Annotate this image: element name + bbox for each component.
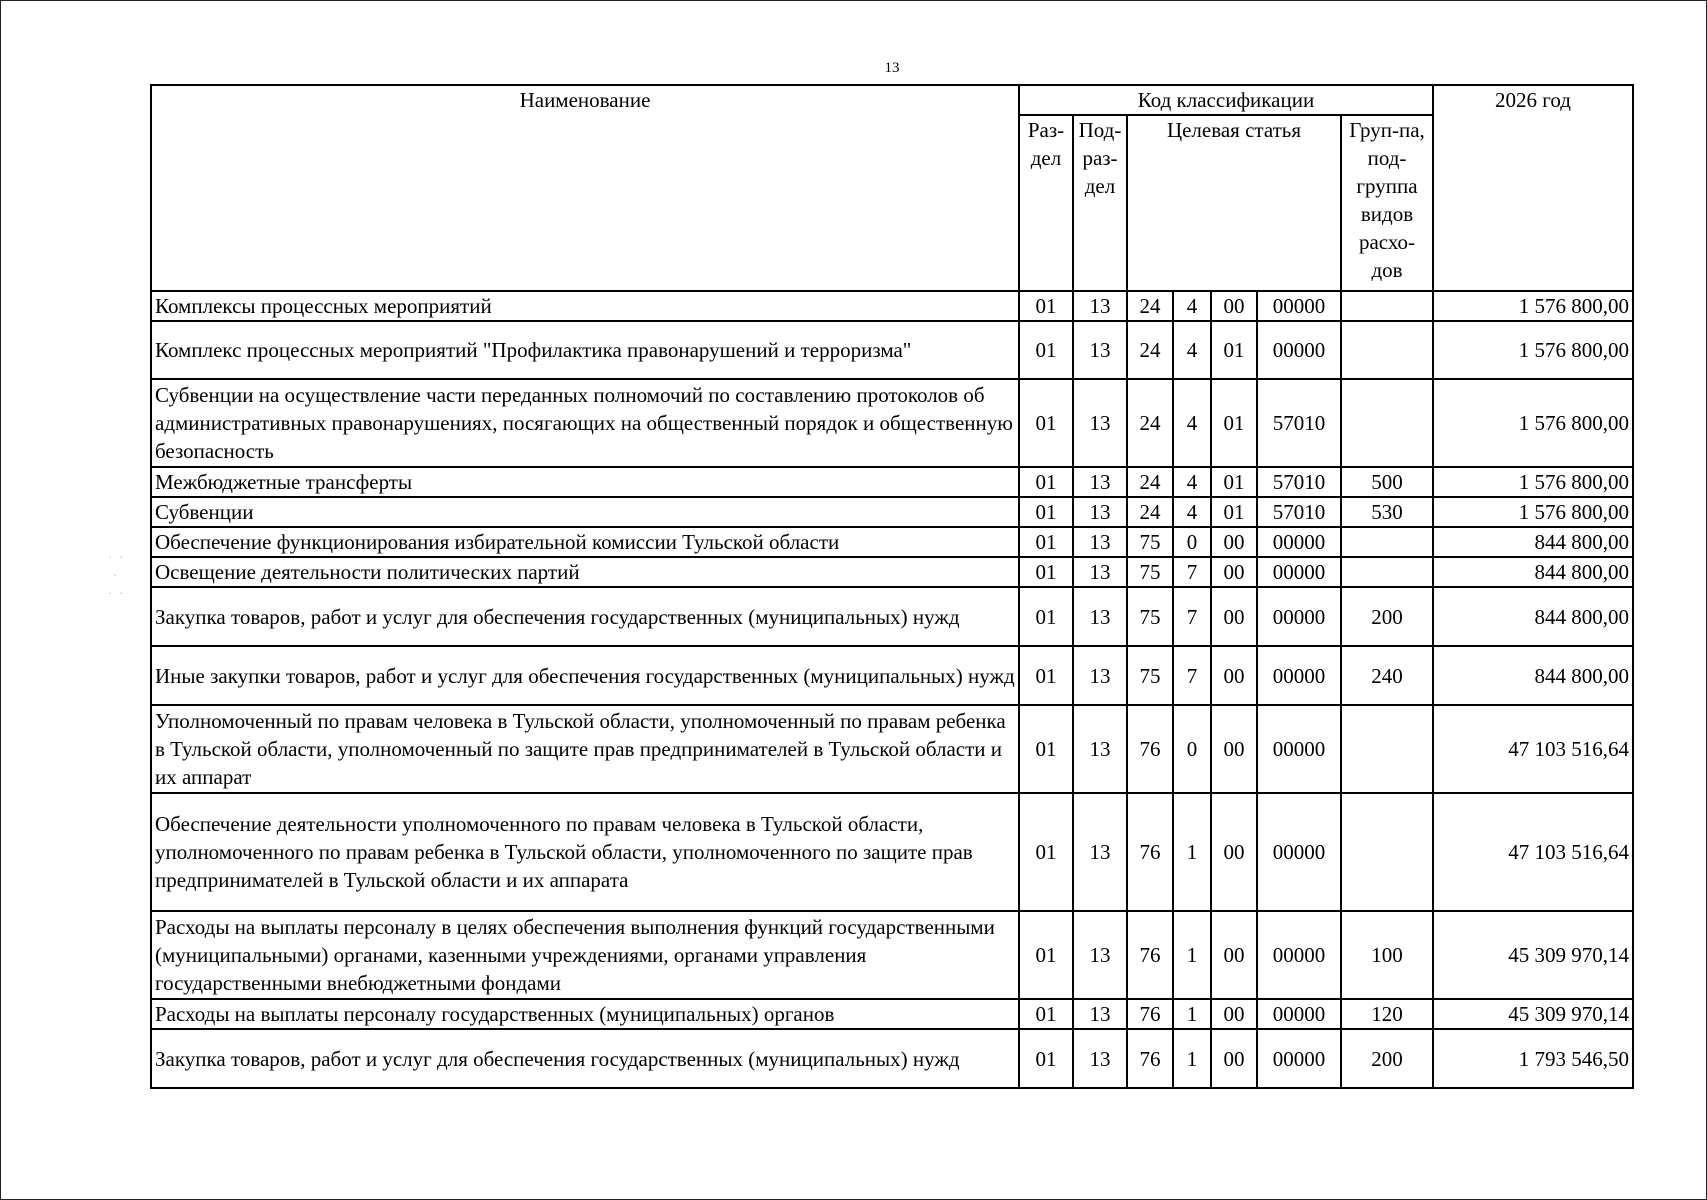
row-cs1: 75	[1127, 527, 1173, 557]
row-cs1: 76	[1127, 1029, 1173, 1088]
row-cs3: 01	[1211, 379, 1257, 467]
row-cs3: 01	[1211, 467, 1257, 497]
row-razdel: 01	[1019, 321, 1073, 379]
row-cs1: 76	[1127, 705, 1173, 793]
row-cs4: 00000	[1257, 321, 1341, 379]
row-cs3: 00	[1211, 646, 1257, 705]
row-razdel: 01	[1019, 497, 1073, 527]
row-cs1: 76	[1127, 999, 1173, 1029]
row-podrazdel: 13	[1073, 705, 1127, 793]
row-vr	[1341, 379, 1433, 467]
row-amount: 1 576 800,00	[1433, 379, 1633, 467]
header-subsection: Под-раз-дел	[1073, 115, 1127, 291]
row-vr	[1341, 321, 1433, 379]
row-podrazdel: 13	[1073, 646, 1127, 705]
table-row	[151, 557, 1633, 587]
row-cs4: 00000	[1257, 557, 1341, 587]
row-name: Освещение деятельности политических партий	[151, 557, 1019, 587]
row-razdel: 01	[1019, 527, 1073, 557]
row-podrazdel: 13	[1073, 587, 1127, 646]
row-amount: 1 576 800,00	[1433, 497, 1633, 527]
table-row	[151, 497, 1633, 527]
row-cs4: 00000	[1257, 793, 1341, 911]
header-section: Раз-дел	[1019, 115, 1073, 291]
row-amount: 47 103 516,64	[1433, 705, 1633, 793]
row-cs3: 01	[1211, 497, 1257, 527]
row-cs2: 1	[1173, 999, 1211, 1029]
row-name: Закупка товаров, работ и услуг для обеспечения государственных (муниципальных) нужд	[151, 1029, 1019, 1088]
row-cs1: 24	[1127, 497, 1173, 527]
row-name: Закупка товаров, работ и услуг для обеспечения государственных (муниципальных) нужд	[151, 587, 1019, 646]
row-podrazdel: 13	[1073, 911, 1127, 999]
table-row	[151, 321, 1633, 379]
table-row	[151, 999, 1633, 1029]
row-cs2: 0	[1173, 527, 1211, 557]
table-row	[151, 705, 1633, 793]
table-row	[151, 793, 1633, 911]
row-cs4: 57010	[1257, 497, 1341, 527]
row-amount: 45 309 970,14	[1433, 999, 1633, 1029]
row-cs2: 4	[1173, 467, 1211, 497]
row-name: Расходы на выплаты персоналу в целях обеспечения выполнения функций государственными (муниципальными) органами, казенными учреждениями, органами управления государственными внебюджетными фондами	[151, 911, 1019, 999]
header-name: Наименование	[151, 85, 1019, 291]
row-cs3: 00	[1211, 911, 1257, 999]
row-amount: 1 793 546,50	[1433, 1029, 1633, 1088]
row-vr: 120	[1341, 999, 1433, 1029]
budget-table	[150, 84, 1634, 1089]
table-row	[151, 911, 1633, 999]
row-cs4: 00000	[1257, 587, 1341, 646]
header-target-article: Целевая статья	[1127, 115, 1341, 291]
row-name: Уполномоченный по правам человека в Тульской области, уполномоченный по правам ребенка в Тульской области, уполномоченный по защите прав предпринимателей в Тульской области и их аппарат	[151, 705, 1019, 793]
row-vr: 240	[1341, 646, 1433, 705]
row-podrazdel: 13	[1073, 321, 1127, 379]
row-vr	[1341, 291, 1433, 321]
row-razdel: 01	[1019, 999, 1073, 1029]
table-row	[151, 527, 1633, 557]
table-row	[151, 646, 1633, 705]
table-row	[151, 467, 1633, 497]
row-podrazdel: 13	[1073, 497, 1127, 527]
row-cs3: 00	[1211, 705, 1257, 793]
row-cs2: 4	[1173, 497, 1211, 527]
row-cs1: 76	[1127, 911, 1173, 999]
row-amount: 844 800,00	[1433, 587, 1633, 646]
row-cs1: 75	[1127, 557, 1173, 587]
row-cs3: 00	[1211, 291, 1257, 321]
row-podrazdel: 13	[1073, 379, 1127, 467]
row-vr: 100	[1341, 911, 1433, 999]
row-razdel: 01	[1019, 379, 1073, 467]
row-vr	[1341, 705, 1433, 793]
row-cs2: 4	[1173, 291, 1211, 321]
row-cs1: 75	[1127, 646, 1173, 705]
row-amount: 844 800,00	[1433, 646, 1633, 705]
row-name: Комплексы процессных мероприятий	[151, 291, 1019, 321]
row-podrazdel: 13	[1073, 557, 1127, 587]
row-podrazdel: 13	[1073, 527, 1127, 557]
page-number: 13	[884, 60, 900, 76]
row-cs3: 00	[1211, 999, 1257, 1029]
row-cs4: 57010	[1257, 467, 1341, 497]
row-cs2: 7	[1173, 587, 1211, 646]
row-cs2: 0	[1173, 705, 1211, 793]
row-cs2: 7	[1173, 557, 1211, 587]
row-name: Обеспечение функционирования избирательной комиссии Тульской области	[151, 527, 1019, 557]
row-amount: 47 103 516,64	[1433, 793, 1633, 911]
row-cs2: 4	[1173, 379, 1211, 467]
row-podrazdel: 13	[1073, 1029, 1127, 1088]
row-cs4: 00000	[1257, 1029, 1341, 1088]
row-name: Межбюджетные трансферты	[151, 467, 1019, 497]
row-name: Иные закупки товаров, работ и услуг для обеспечения государственных (муниципальных) нужд	[151, 646, 1019, 705]
table-row	[151, 379, 1633, 467]
row-cs1: 24	[1127, 291, 1173, 321]
row-cs4: 57010	[1257, 379, 1341, 467]
row-podrazdel: 13	[1073, 999, 1127, 1029]
row-name: Субвенции	[151, 497, 1019, 527]
row-name: Обеспечение деятельности уполномоченного по правам человека в Тульской области, уполномоченного по правам ребенка в Тульской области, уполномоченного по защите прав предпринимателей в Тульской области и их аппарата	[151, 793, 1019, 911]
table-row	[151, 1029, 1633, 1088]
row-amount: 1 576 800,00	[1433, 467, 1633, 497]
row-cs2: 1	[1173, 911, 1211, 999]
row-name: Комплекс процессных мероприятий "Профилактика правонарушений и терроризма"	[151, 321, 1019, 379]
header-expense-group: Груп-па, под-группа видов расхо-дов	[1341, 115, 1433, 291]
row-cs1: 24	[1127, 379, 1173, 467]
row-cs2: 1	[1173, 793, 1211, 911]
row-razdel: 01	[1019, 911, 1073, 999]
row-vr	[1341, 793, 1433, 911]
row-cs4: 00000	[1257, 291, 1341, 321]
row-cs4: 00000	[1257, 999, 1341, 1029]
row-cs2: 1	[1173, 1029, 1211, 1088]
row-cs3: 00	[1211, 527, 1257, 557]
row-name: Субвенции на осуществление части переданных полномочий по составлению протоколов об административных правонарушениях, посягающих на общественный порядок и общественную безопасность	[151, 379, 1019, 467]
row-razdel: 01	[1019, 793, 1073, 911]
row-podrazdel: 13	[1073, 793, 1127, 911]
table-row	[151, 291, 1633, 321]
row-razdel: 01	[1019, 705, 1073, 793]
row-cs3: 00	[1211, 557, 1257, 587]
row-vr: 500	[1341, 467, 1433, 497]
row-vr	[1341, 557, 1433, 587]
row-amount: 45 309 970,14	[1433, 911, 1633, 999]
row-cs2: 7	[1173, 646, 1211, 705]
row-cs4: 00000	[1257, 705, 1341, 793]
row-vr: 200	[1341, 587, 1433, 646]
row-amount: 1 576 800,00	[1433, 291, 1633, 321]
row-cs3: 00	[1211, 793, 1257, 911]
row-vr: 200	[1341, 1029, 1433, 1088]
row-vr: 530	[1341, 497, 1433, 527]
row-cs4: 00000	[1257, 646, 1341, 705]
row-cs3: 00	[1211, 1029, 1257, 1088]
row-razdel: 01	[1019, 467, 1073, 497]
row-amount: 1 576 800,00	[1433, 321, 1633, 379]
row-podrazdel: 13	[1073, 467, 1127, 497]
row-cs1: 24	[1127, 321, 1173, 379]
row-podrazdel: 13	[1073, 291, 1127, 321]
scan-artifact: · · · · ·	[108, 550, 125, 600]
row-cs2: 4	[1173, 321, 1211, 379]
row-cs1: 76	[1127, 793, 1173, 911]
row-vr	[1341, 527, 1433, 557]
table-row	[151, 587, 1633, 646]
row-razdel: 01	[1019, 557, 1073, 587]
header-classification: Код классификации	[1019, 85, 1433, 115]
row-cs4: 00000	[1257, 911, 1341, 999]
row-razdel: 01	[1019, 587, 1073, 646]
row-razdel: 01	[1019, 291, 1073, 321]
row-cs3: 00	[1211, 587, 1257, 646]
row-amount: 844 800,00	[1433, 527, 1633, 557]
row-razdel: 01	[1019, 646, 1073, 705]
row-cs1: 75	[1127, 587, 1173, 646]
row-razdel: 01	[1019, 1029, 1073, 1088]
row-amount: 844 800,00	[1433, 557, 1633, 587]
row-cs4: 00000	[1257, 527, 1341, 557]
row-name: Расходы на выплаты персоналу государственных (муниципальных) органов	[151, 999, 1019, 1029]
header-year: 2026 год	[1433, 85, 1633, 291]
row-cs1: 24	[1127, 467, 1173, 497]
row-cs3: 01	[1211, 321, 1257, 379]
